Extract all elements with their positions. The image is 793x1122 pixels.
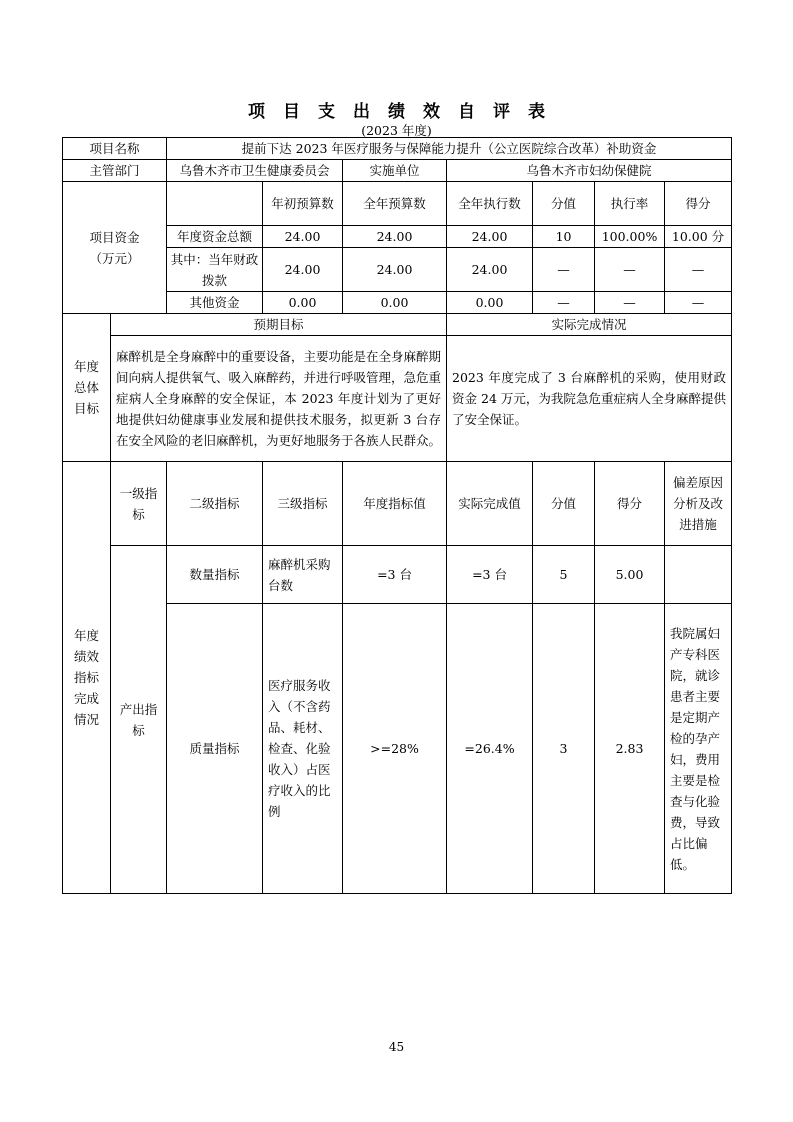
goals-header-row [63, 314, 732, 336]
actual-result-header: 实际完成情况 [447, 314, 732, 336]
indicator-level3: 麻醉机采购台数 [263, 546, 343, 604]
expected-goal-header: 预期目标 [111, 314, 447, 336]
implementing-unit-label: 实施单位 [343, 160, 447, 182]
funds-cell: — [533, 292, 595, 314]
indicator-score: 5.00 [595, 546, 665, 604]
funds-cell: — [595, 248, 665, 292]
funds-row-label: 其中：当年财政拨款 [167, 248, 263, 292]
indicator-header-level3: 三级指标 [263, 462, 343, 546]
project-name-row [63, 138, 732, 160]
indicator-level2: 质量指标 [167, 604, 263, 894]
funds-row-label: 年度资金总额 [167, 226, 263, 248]
page-title: 项目支出绩效自评表 [248, 102, 563, 122]
annual-goals-label: 年度 总体 目标 [63, 314, 111, 462]
indicator-target: >=28% [343, 604, 447, 894]
funds-cell: 10.00 分 [665, 226, 732, 248]
page-number: 45 [388, 1040, 405, 1054]
funds-cell: 0.00 [447, 292, 533, 314]
funds-header-row [63, 182, 732, 226]
funds-cell: 100.00% [595, 226, 665, 248]
funds-cell: 24.00 [343, 248, 447, 292]
funds-cell: 24.00 [263, 226, 343, 248]
indicator-header-actual: 实际完成值 [447, 462, 533, 546]
indicator-deviation [665, 546, 732, 604]
funds-header-annual-budget: 全年预算数 [343, 182, 447, 226]
indicator-score: 2.83 [595, 604, 665, 894]
indicator-target: =3 台 [343, 546, 447, 604]
funds-row-label: 其他资金 [167, 292, 263, 314]
indicator-header-row [63, 462, 732, 546]
funds-cell: — [665, 248, 732, 292]
funds-header-annual-execution: 全年执行数 [447, 182, 533, 226]
actual-result-text: 2023 年度完成了 3 台麻醉机的采购，使用财政资金 24 万元，为我院急危重症病人全身麻醉提供了安全保证。 [447, 336, 732, 462]
indicator-level1: 产出指标 [111, 546, 167, 894]
goals-content-row [63, 336, 732, 462]
funds-header-initial-budget: 年初预算数 [263, 182, 343, 226]
indicator-header-weight: 分值 [533, 462, 595, 546]
report-year: (2023 年度) [361, 123, 432, 138]
funds-section-label: 项目资金 （万元） [63, 182, 167, 314]
funds-cell: — [533, 248, 595, 292]
funds-cell: — [595, 292, 665, 314]
indicator-header-level1: 一级指标 [111, 462, 167, 546]
funds-cell: 0.00 [263, 292, 343, 314]
indicator-actual: =26.4% [447, 604, 533, 894]
funds-header-execution-rate: 执行率 [595, 182, 665, 226]
department-label: 主管部门 [63, 160, 167, 182]
indicator-level2: 数量指标 [167, 546, 263, 604]
funds-cell: 24.00 [343, 226, 447, 248]
indicators-section-label: 年度 绩效 指标 完成 情况 [63, 462, 111, 894]
funds-cell: 24.00 [263, 248, 343, 292]
indicator-header-deviation: 偏差原因分析及改进措施 [665, 462, 732, 546]
project-name-label: 项目名称 [63, 138, 167, 160]
funds-header-blank [167, 182, 263, 226]
self-evaluation-table [62, 137, 732, 894]
funds-cell: 10 [533, 226, 595, 248]
indicator-header-score: 得分 [595, 462, 665, 546]
funds-cell: 24.00 [447, 248, 533, 292]
funds-cell: 0.00 [343, 292, 447, 314]
indicator-weight: 3 [533, 604, 595, 894]
funds-cell: 24.00 [447, 226, 533, 248]
funds-header-score: 得分 [665, 182, 732, 226]
department-value: 乌鲁木齐市卫生健康委员会 [167, 160, 343, 182]
indicator-header-level2: 二级指标 [167, 462, 263, 546]
indicator-deviation: 我院属妇产专科医院，就诊患者主要是定期产检的孕产妇，费用主要是检查与化验费，导致占比偏低。 [665, 604, 732, 894]
funds-header-score-weight: 分值 [533, 182, 595, 226]
indicator-row [63, 546, 732, 604]
funds-cell: — [665, 292, 732, 314]
department-row [63, 160, 732, 182]
expected-goal-text: 麻醉机是全身麻醉中的重要设备，主要功能是在全身麻醉期间向病人提供氧气、吸入麻醉药，并进行呼吸管理，急危重症病人全身麻醉的安全保证，本 2023 年度计划为了更好地提供妇幼健康事业发展和提供技术服务，拟更新 3 台存在安全风险的老旧麻醉机，为更好地服务于各族人民群众。 [111, 336, 447, 462]
project-name-value: 提前下达 2023 年医疗服务与保障能力提升（公立医院综合改革）补助资金 [167, 138, 732, 160]
implementing-unit-value: 乌鲁木齐市妇幼保健院 [447, 160, 732, 182]
indicator-level3: 医疗服务收入（不含药品、耗材、检查、化验收入）占医疗收入的比例 [263, 604, 343, 894]
indicator-actual: =3 台 [447, 546, 533, 604]
indicator-header-target: 年度指标值 [343, 462, 447, 546]
indicator-weight: 5 [533, 546, 595, 604]
